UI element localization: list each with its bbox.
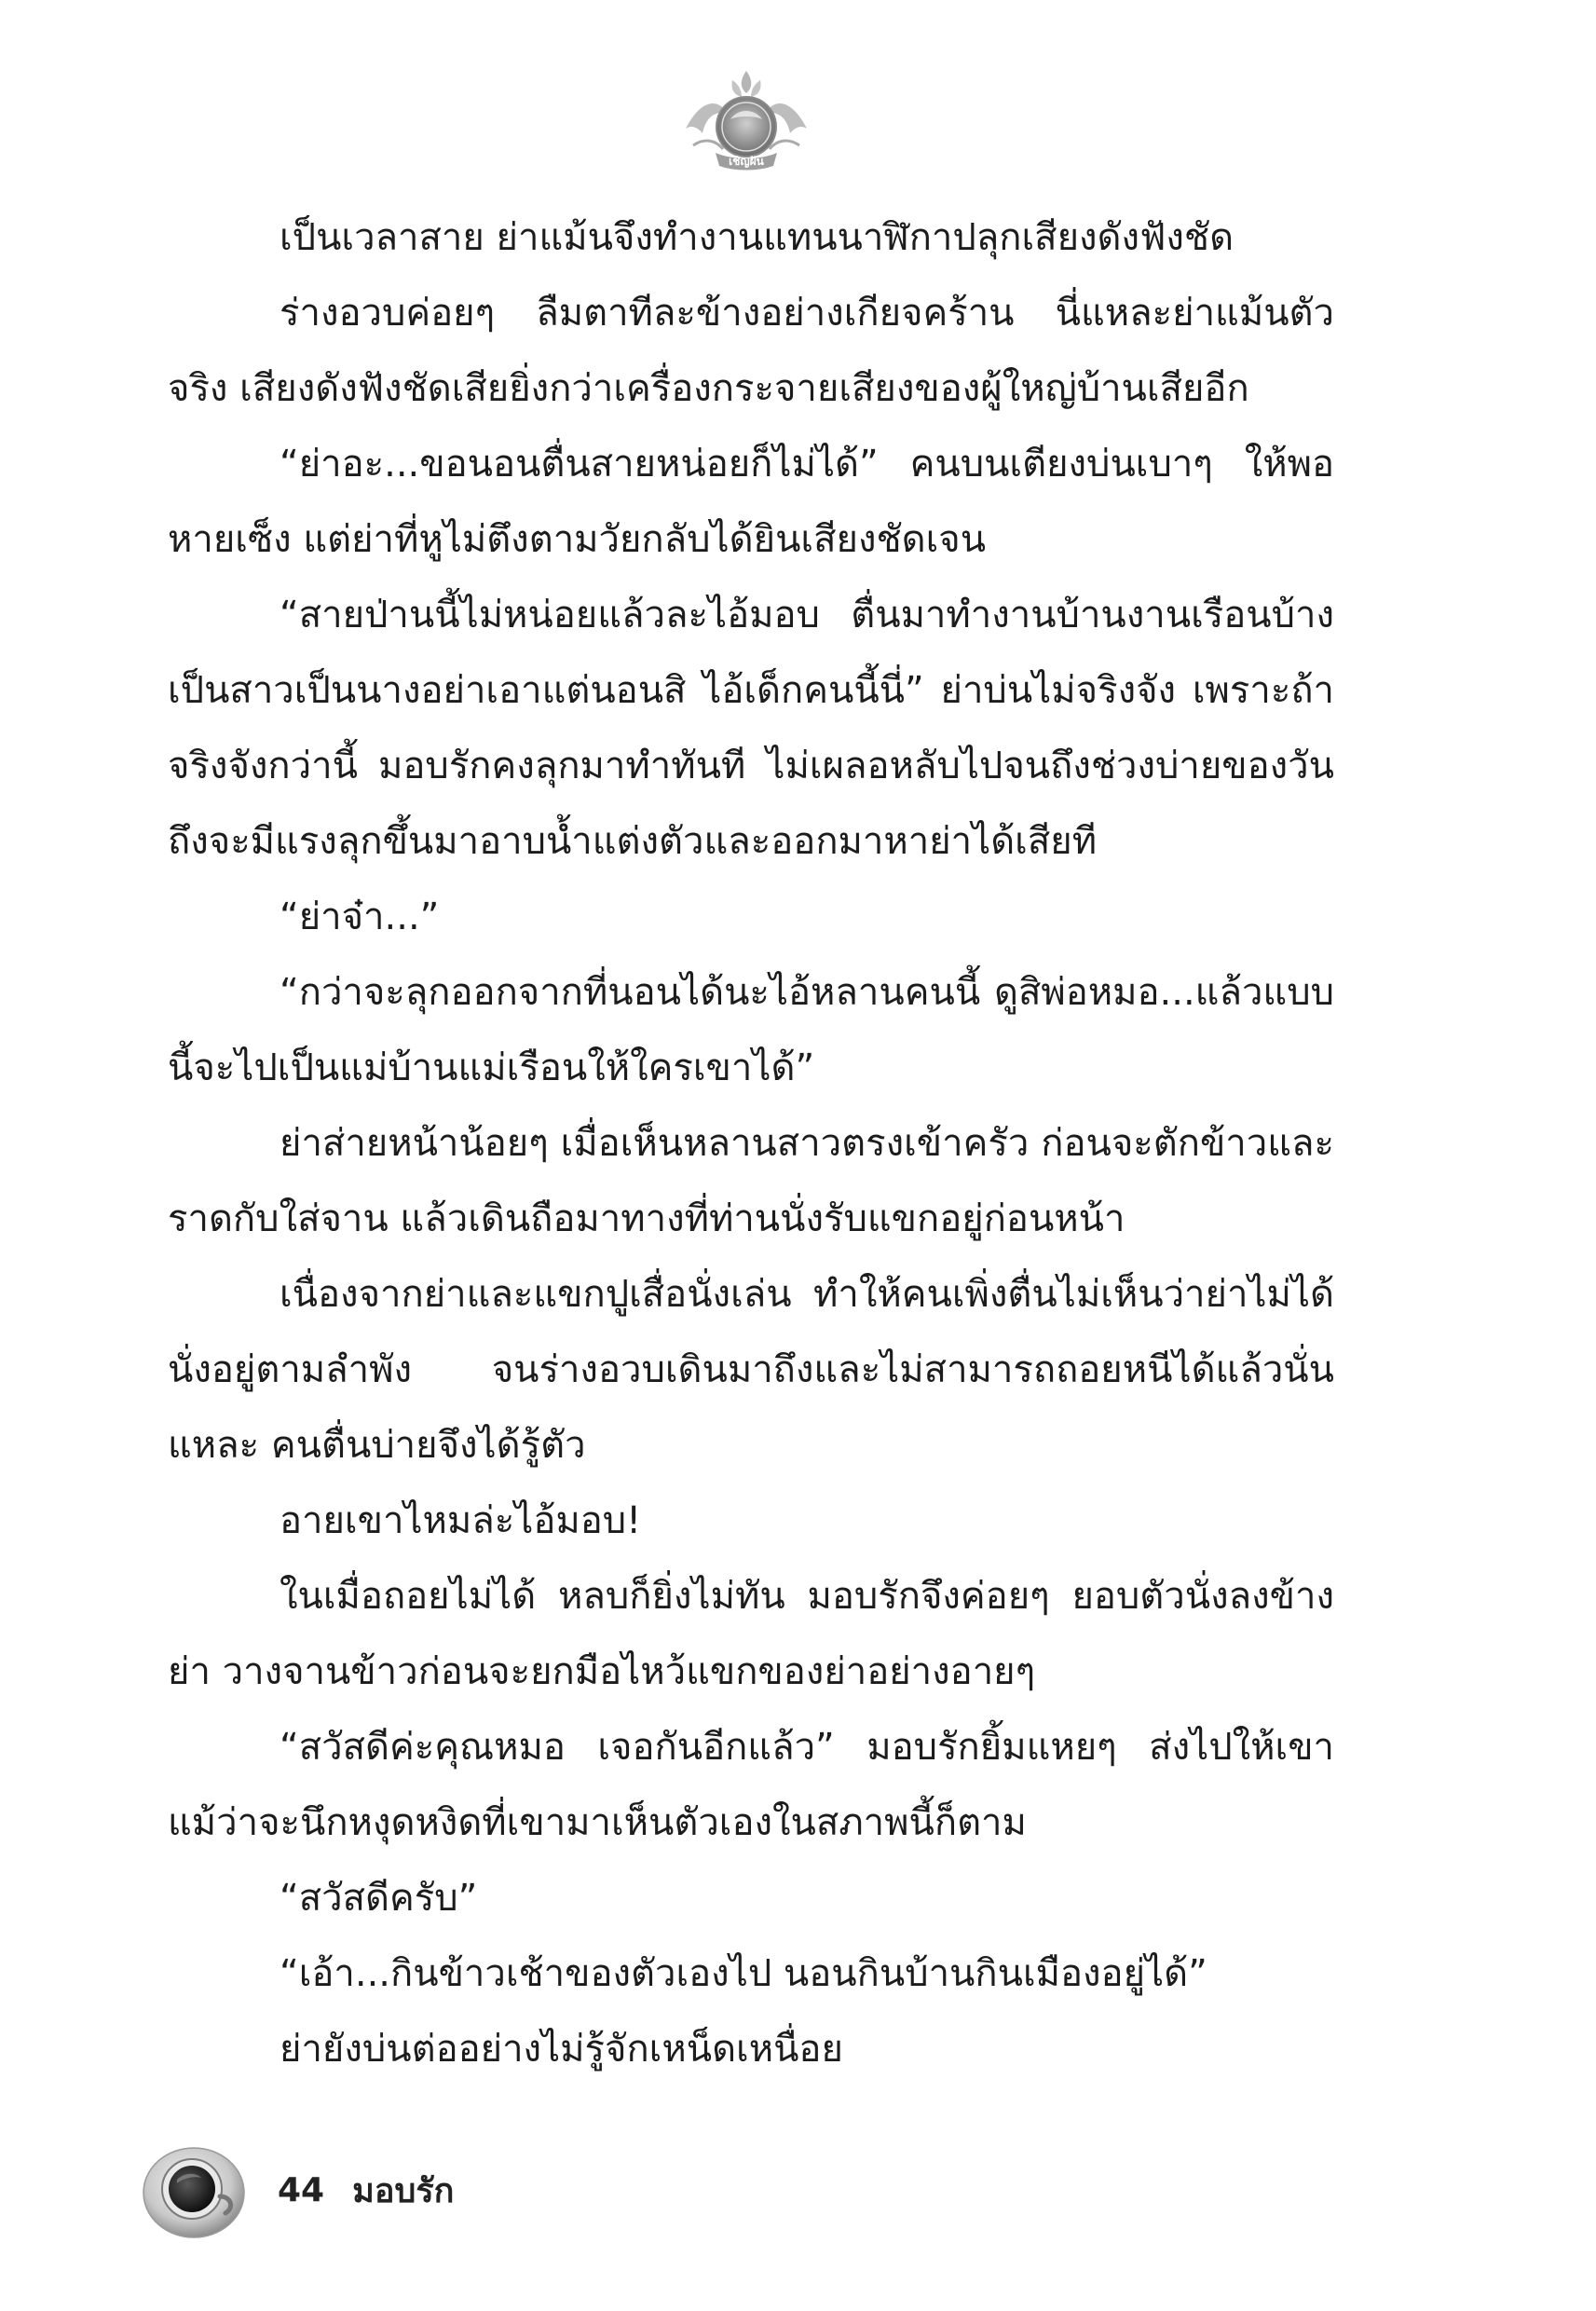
body-paragraph: ร่างอวบค่อยๆ ลืมตาทีละข้างอย่างเกียจคร้าน นี่แหละย่าแม้นตัวจริง เสียงดังฟังชัดเสียยิ่งกว่าเครื่องกระจายเสียงของผู้ใหญ่บ้านเสียอีก <box>168 292 1334 410</box>
body-paragraph: “สวัสดีครับ” <box>280 1877 478 1920</box>
body-paragraph: ในเมื่อถอยไม่ได้ หลบก็ยิ่งไม่ทัน มอบรักจึงค่อยๆ ยอบตัวนั่งลงข้างย่า วางจานข้าวก่อนจะยกมือไหว้แขกของย่าอย่างอายๆ <box>168 1575 1334 1693</box>
chapter-body <box>168 200 1334 2087</box>
chapter-ornament-icon <box>676 63 816 175</box>
body-paragraph: อายเขาไหมล่ะไอ้มอบ! <box>280 1499 642 1542</box>
body-paragraph: “ย่าอะ...ขอนอนตื่นสายหน่อยก็ไม่ได้” คนบนเตียงบ่นเบาๆ ให้พอหายเซ็ง แต่ย่าที่หูไม่ตึงตามวัยกลับได้ยินเสียงชัดเจน <box>168 443 1334 561</box>
ornament-logo-text: เชิญฝัน <box>729 155 764 168</box>
body-paragraph: “สวัสดีค่ะคุณหมอ เจอกันอีกแล้ว” มอบรักยิ้มแหยๆ ส่งไปให้เขาแม้ว่าจะนึกหงุดหงิดที่เขามาเห็นตัวเองในสภาพนี้ก็ตาม <box>168 1726 1334 1844</box>
book-title: มอบรัก <box>352 2171 455 2210</box>
body-paragraph: “ย่าจ๋า...” <box>280 896 440 938</box>
body-paragraph: “กว่าจะลุกออกจากที่นอนได้นะไอ้หลานคนนี้ ดูสิพ่อหมอ...แล้วแบบนี้จะไปเป็นแม่บ้านแม่เรือนให้ใครเขาได้” <box>168 971 1334 1089</box>
page-number: 44 <box>278 2170 325 2209</box>
body-paragraph: ย่าส่ายหน้าน้อยๆ เมื่อเห็นหลานสาวตรงเข้าครัว ก่อนจะตักข้าวและราดกับใส่จาน แล้วเดินถือมาทางที่ท่านนั่งรับแขกอยู่ก่อนหน้า <box>168 1122 1334 1240</box>
body-paragraph: เป็นเวลาสาย ย่าแม้นจึงทำงานแทนนาฬิกาปลุกเสียงดังฟังชัด <box>280 216 1235 259</box>
body-paragraph: “สายป่านนี้ไม่หน่อยแล้วละไอ้มอบ ตื่นมาทำงานบ้านงานเรือนบ้างเป็นสาวเป็นนางอย่าเอาแต่นอนสิ ไอ้เด็กคนนี้นี่” ย่าบ่นไม่จริงจัง เพราะถ้าจริงจังกว่านี้ มอบรักคงลุกมาทำทันที ไม่เผลอหลับไปจนถึงช่วงบ่ายของวัน ถึงจะมีแรงลุกขึ้นมาอาบน้ำแต่งตัวและออกมาหาย่าได้เสียที <box>168 594 1334 863</box>
page-footer <box>140 2134 454 2246</box>
body-paragraph: เนื่องจากย่าและแขกปูเสื่อนั่งเล่น ทำให้คนเพิ่งตื่นไม่เห็นว่าย่าไม่ได้นั่งอยู่ตามลำพัง จนร่างอวบเดินมาถึงและไม่สามารถถอยหนีได้แล้วนั่นแหละ คนตื่นบ่ายจึงได้รู้ตัว <box>168 1273 1334 1467</box>
body-paragraph: “เอ้า...กินข้าวเช้าของตัวเองไป นอนกินบ้านกินเมืองอยู่ได้” <box>280 1952 1207 1995</box>
coffee-cup-icon <box>140 2139 252 2241</box>
body-paragraph: ย่ายังบ่นต่ออย่างไม่รู้จักเหน็ดเหนื่อย <box>280 2028 843 2071</box>
